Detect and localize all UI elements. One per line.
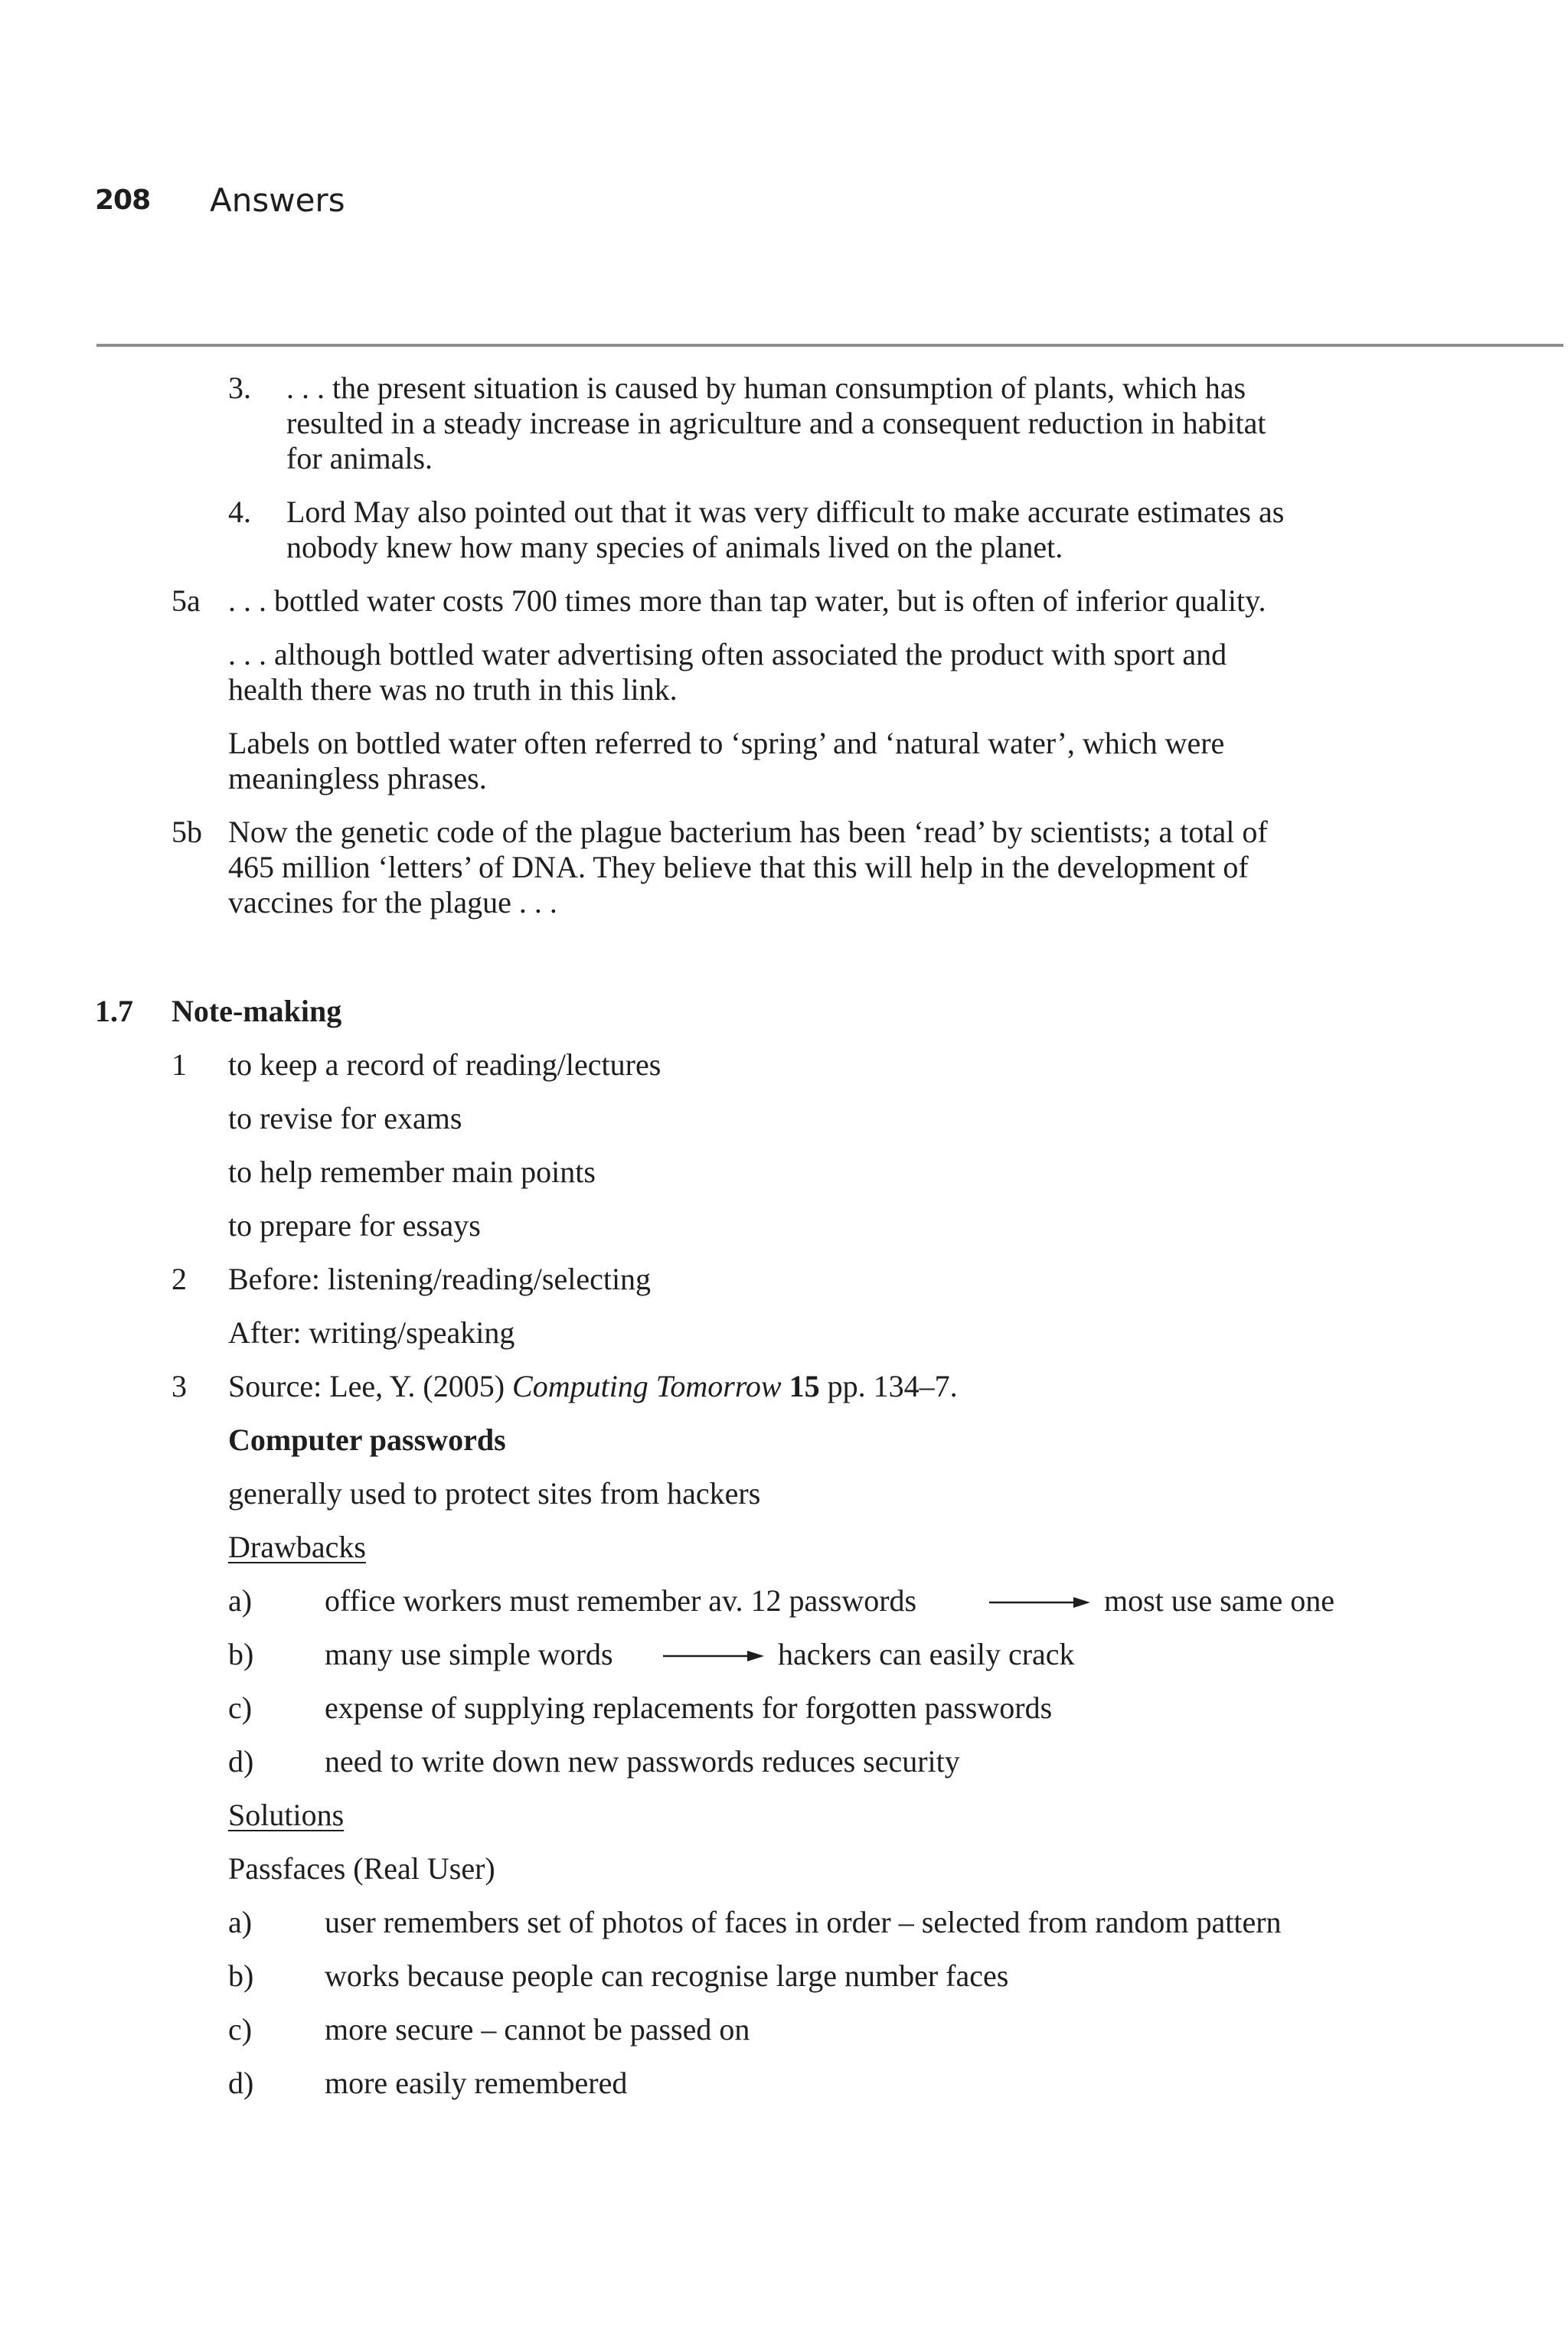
source-journal: Computing Tomorrow — [512, 1369, 782, 1403]
answer-1-line-4: to prepare for essays — [228, 1208, 481, 1243]
answer-number-1: 1 — [172, 1047, 187, 1082]
section-title: Note-making — [172, 994, 342, 1028]
answer-number-2: 2 — [172, 1262, 187, 1296]
item-5b-line-3: vaccines for the plague . . . — [228, 885, 557, 920]
item-number-4: 4. — [228, 495, 251, 529]
solution-letter-c: c) — [228, 2012, 253, 2047]
page-number: 208 — [95, 185, 151, 216]
solution-letter-d: d) — [228, 2066, 254, 2100]
solution-text-b: works because people can recognise large number faces — [325, 1958, 1009, 1993]
solution-letter-b: b) — [228, 1958, 254, 1993]
answer-2-line-1: Before: listening/reading/selecting — [228, 1262, 652, 1296]
source-citation — [228, 1369, 958, 1404]
solution-text-c: more secure – cannot be passed on — [325, 2012, 750, 2047]
drawback-letter-a: a) — [228, 1583, 253, 1618]
section-number: 1.7 — [95, 994, 133, 1028]
item-label-5b: 5b — [172, 815, 202, 849]
header-rule — [96, 344, 1563, 347]
item-5a-para-3-line-2: meaningless phrases. — [228, 761, 487, 795]
item-4-line-2: nobody knew how many species of animals lived on the planet. — [286, 530, 1063, 564]
source-volume: 15 — [789, 1369, 820, 1403]
drawback-letter-b: b) — [228, 1637, 254, 1671]
source-pages: pp. 134–7. — [819, 1369, 958, 1403]
solution-letter-a: a) — [228, 1905, 253, 1939]
drawback-text-b: many use simple words — [325, 1637, 613, 1671]
item-3-line-2: resulted in a steady increase in agriculture and a consequent reduction in habitat — [286, 406, 1266, 440]
solutions-subheading: Passfaces (Real User) — [228, 1851, 495, 1886]
drawback-text-d: need to write down new passwords reduces security — [325, 1744, 960, 1779]
item-3-line-1: . . . the present situation is caused by human consumption of plants, which has — [286, 371, 1246, 405]
answer-2-line-2: After: writing/speaking — [228, 1315, 515, 1350]
drawback-letter-d: d) — [228, 1744, 254, 1779]
arrow-right-icon — [988, 1593, 1092, 1612]
item-5b-line-1: Now the genetic code of the plague bacterium has been ‘read’ by scientists; a total of — [228, 815, 1268, 849]
notes-intro: generally used to protect sites from hackers — [228, 1476, 761, 1511]
item-5a-para-3-line-1: Labels on bottled water often referred to ‘spring’ and ‘natural water’, which were — [228, 726, 1225, 760]
item-5a-para-2-line-1: . . . although bottled water advertising often associated the product with sport and — [228, 637, 1227, 671]
source-citation-prefix: Source: Lee, Y. (2005) — [228, 1369, 513, 1403]
answer-1-line-2: to revise for exams — [228, 1101, 462, 1135]
item-3-line-3: for animals. — [286, 441, 433, 475]
drawback-letter-c: c) — [228, 1690, 253, 1725]
drawback-text-a: office workers must remember av. 12 passwords — [325, 1583, 917, 1618]
drawback-result-b: hackers can easily crack — [778, 1637, 1075, 1671]
answer-number-3: 3 — [172, 1369, 187, 1403]
answer-1-line-1: to keep a record of reading/lectures — [228, 1047, 662, 1082]
item-label-5a: 5a — [172, 583, 201, 618]
solution-text-d: more easily remembered — [325, 2066, 628, 2100]
item-5a-para-1-line-1: . . . bottled water costs 700 times more than tap water, but is often of inferior quality. — [228, 583, 1266, 618]
running-header-title: Answers — [210, 181, 345, 219]
source-space — [782, 1369, 789, 1403]
drawback-result-a: most use same one — [1104, 1583, 1335, 1618]
notes-heading: Computer passwords — [228, 1423, 506, 1457]
item-5a-para-2-line-2: health there was no truth in this link. — [228, 672, 678, 707]
item-5b-line-2: 465 million ‘letters’ of DNA. They believe that this will help in the development of — [228, 850, 1249, 884]
item-4-line-1: Lord May also pointed out that it was very difficult to make accurate estimates as — [286, 495, 1285, 529]
solution-text-a: user remembers set of photos of faces in order – selected from random pattern — [325, 1905, 1282, 1939]
answer-1-line-3: to help remember main points — [228, 1155, 596, 1189]
drawbacks-heading: Drawbacks — [228, 1530, 366, 1564]
solutions-heading: Solutions — [228, 1798, 345, 1832]
drawback-text-c: expense of supplying replacements for forgotten passwords — [325, 1690, 1053, 1725]
item-number-3: 3. — [228, 371, 251, 405]
arrow-right-icon — [662, 1647, 766, 1665]
